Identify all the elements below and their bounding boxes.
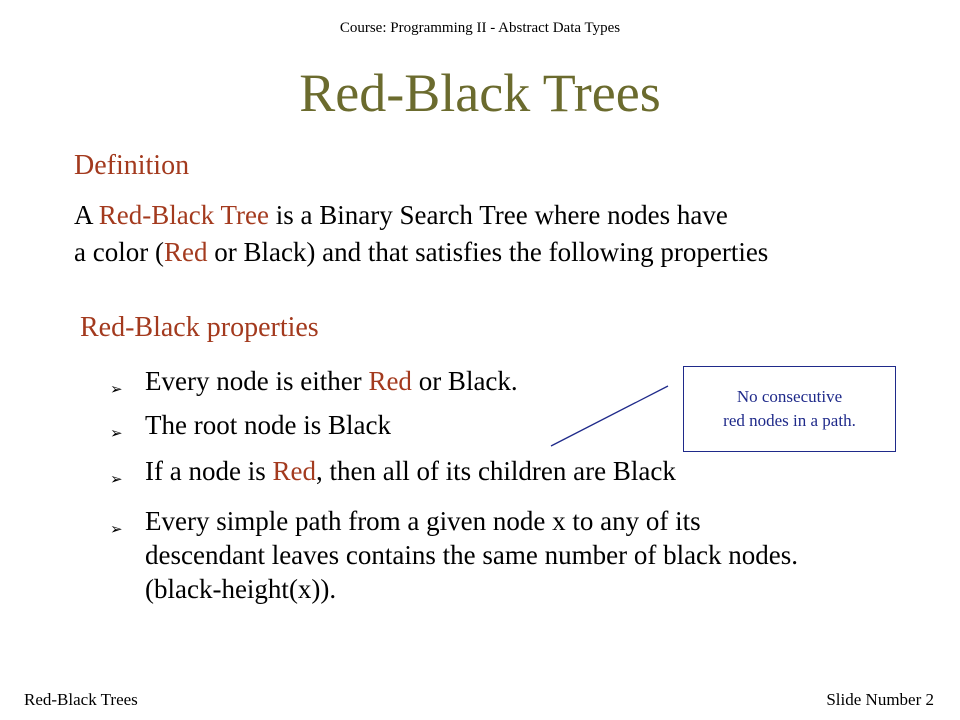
arrowhead-bullet-icon: ➢ [110,472,123,488]
definition-heading: Definition [74,150,190,181]
definition-line-2: a color (Red or Black) and that satisfies the following properties [74,237,769,267]
property-text: The root node is Black [145,410,391,440]
slide-number: Slide Number 2 [826,690,934,709]
property-text: Every node is either Red or Black. [145,366,518,396]
footer-title: Red-Black Trees [24,690,138,709]
callout-line-1: No consecutive [736,387,843,406]
red-black-tree-term: Red-Black Tree [98,200,269,230]
arrowhead-bullet-icon: ➢ [110,522,123,538]
course-header: Course: Programming II - Abstract Data Types [339,20,621,36]
properties-heading: Red-Black properties [80,312,319,343]
slide-title: Red-Black Trees [299,63,661,123]
arrowhead-bullet-icon: ➢ [110,382,123,398]
arrowhead-bullet-icon: ➢ [110,426,123,442]
property-text: If a node is Red, then all of its children are Black [145,456,676,486]
red-term: Red [163,237,208,267]
callout-line-2: red nodes in a path. [723,411,856,430]
definition-line-1: A Red-Black Tree is a Binary Search Tree where nodes have [74,200,728,230]
property-text: Every simple path from a given node x to any of its descendant leaves contains the same number of black nodes. (black-height(x)). [145,506,799,604]
callout-box [683,366,896,452]
